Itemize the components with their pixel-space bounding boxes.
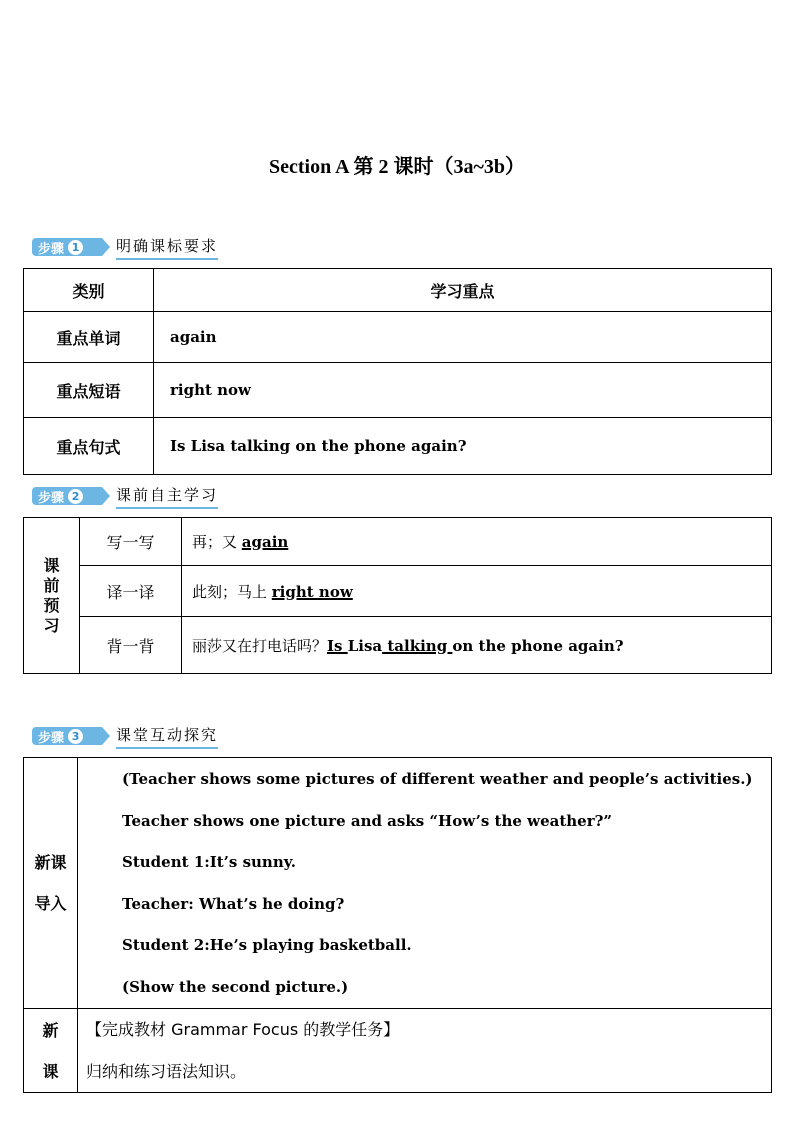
dialogue-line: (Teacher shows some pictures of different weather and people’s activities.) [122,770,753,788]
table-row [24,1009,772,1093]
new-lesson-side-label [24,1009,78,1093]
step1-number: 1 [68,240,83,255]
table-row [24,617,772,674]
dialogue-line: (Show the second picture.) [122,977,349,996]
focus-content: right now [154,363,772,418]
focus-table [23,268,772,475]
preview-side-label: 课前预习 [24,518,80,674]
step2-badge-text: 步骤 [38,490,65,506]
step3-badge [32,727,102,745]
page-title: Section A 第 2 课时（3a~3b） [269,156,525,178]
step3-badge-text: 步骤 [38,730,65,746]
step2-badge [32,487,102,505]
table-row [24,418,772,475]
preview-prompt: 丽莎又在打电话吗？ [192,636,328,655]
preview-content [182,518,772,566]
focus-header-row [24,269,772,312]
table-row [24,758,772,1009]
preview-content [182,617,772,674]
table-row [24,518,772,566]
preview-table [23,517,772,674]
intro-label-line: 新课 [34,853,67,872]
focus-category: 重点句式 [24,418,154,475]
table-row [24,566,772,617]
step1-label: 明确课标要求 [116,235,218,260]
dialogue-line: Teacher shows one picture and asks “How’s the weather?” [122,811,613,830]
preview-type: 写一写 [80,518,182,566]
focus-header-content: 学习重点 [154,269,772,312]
preview-answer: Is [327,636,348,655]
step3-label: 课堂互动探究 [116,724,218,749]
step2-label: 课前自主学习 [116,484,218,509]
focus-content: Is Lisa talking on the phone again? [154,418,772,475]
step2-number: 2 [68,489,83,504]
step1-badge-text: 步骤 [38,241,65,257]
preview-type: 译一译 [80,566,182,617]
step3-number: 3 [68,729,83,744]
focus-header-category: 类别 [24,269,154,312]
new-lesson-label-line: 课 [42,1061,59,1081]
preview-text: on the phone again? [452,636,624,655]
step1-badge [32,238,102,256]
preview-answer: talking [382,636,453,655]
table-row [24,312,772,363]
focus-content: again [154,312,772,363]
preview-text: Lisa [347,636,383,655]
step1-header [32,236,218,258]
preview-prompt: 此刻；马上 [192,582,272,601]
new-lesson-content [78,1009,772,1093]
intro-content [78,758,772,1009]
lesson-table [23,757,772,1093]
preview-answer: right now [271,582,353,601]
intro-label-line: 导入 [34,894,67,913]
intro-side-label [24,758,78,1009]
preview-answer: again [241,533,289,551]
dialogue-line: Student 1:It’s sunny. [122,853,296,871]
preview-content [182,566,772,617]
task-line: 【完成教材 Grammar Focus 的教学任务】 [86,1020,400,1039]
step2-header [32,485,218,507]
focus-category: 重点短语 [24,363,154,418]
focus-category: 重点单词 [24,312,154,363]
dialogue-line: Student 2:He’s playing basketball. [122,936,412,954]
new-lesson-label-line: 新 [42,1020,59,1040]
table-row [24,363,772,418]
preview-type: 背一背 [80,617,182,674]
task-line: 归纳和练习语法知识。 [86,1061,247,1081]
dialogue-line: Teacher: What’s he doing? [122,894,345,913]
preview-prompt: 再；又 [192,533,242,551]
step3-header [32,725,218,747]
